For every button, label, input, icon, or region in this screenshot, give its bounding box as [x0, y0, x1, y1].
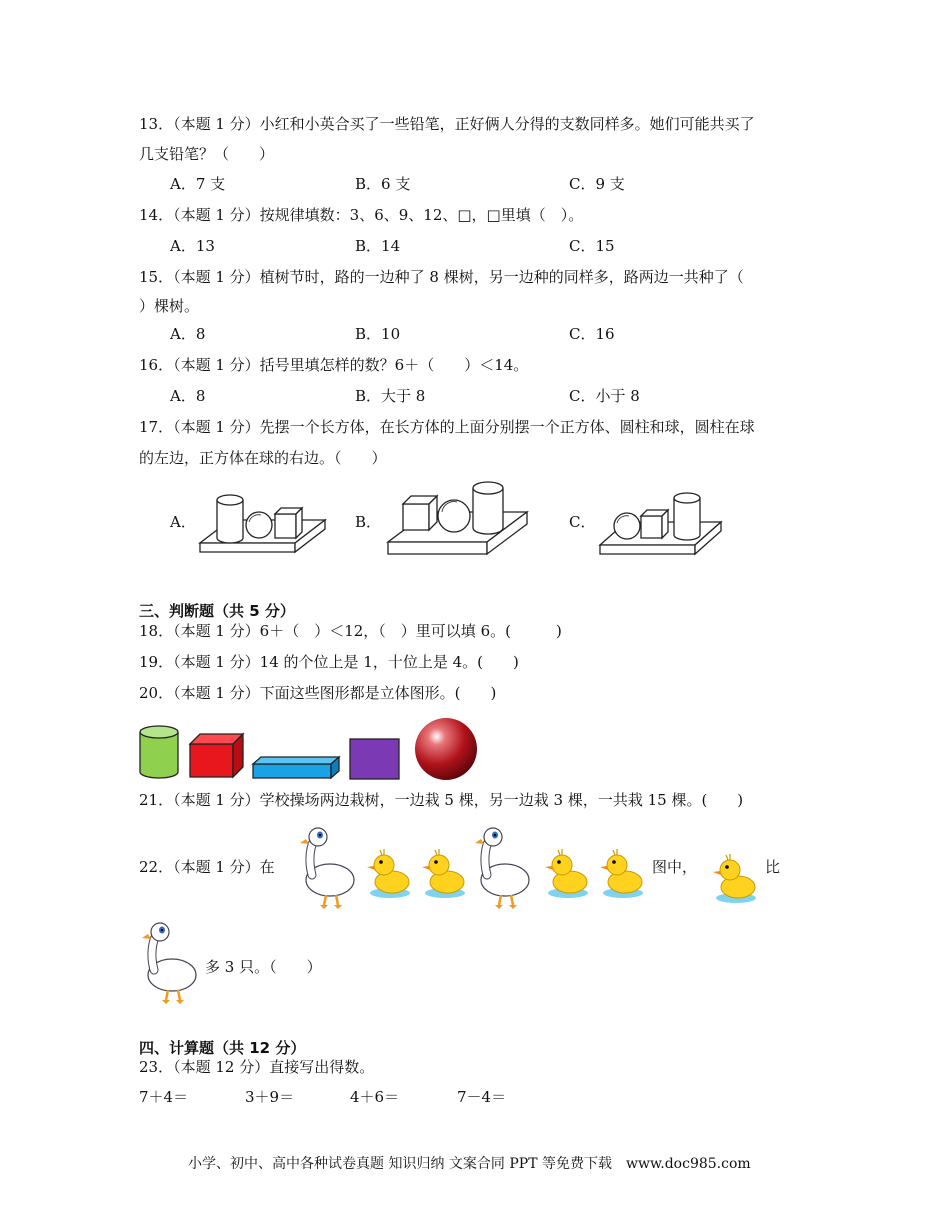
q13-line1: 13．（本题 1 分）小红和小英合买了一些铅笔，正好俩人分得的支数同样多。她们可能共买了	[139, 115, 755, 133]
q17-figure-c	[597, 488, 727, 560]
red-sphere	[415, 718, 477, 780]
cylinder-body	[473, 488, 503, 534]
slab-front	[600, 545, 695, 554]
q20-shapes	[135, 712, 485, 784]
q17-figure-b	[383, 478, 533, 560]
q15-line2: ）棵树。	[139, 297, 200, 315]
q15-option-a[interactable]: A．8	[170, 325, 206, 343]
q13-line2: 几支铅笔？（ ）	[139, 145, 275, 163]
q17-option-b[interactable]: B．	[355, 513, 382, 531]
goose-icon	[140, 920, 200, 1005]
slab-front	[200, 543, 295, 552]
q15-line1: 15．（本题 1 分）植树节时，路的一边种了 8 棵树，另一边种的同样多，路两边一共种了（	[139, 268, 744, 286]
q21-text: 21．（本题 1 分）学校操场两边栽树，一边栽 5 棵，另一边栽 3 棵，一共栽 15 棵。( )	[139, 791, 744, 809]
q23-item-3: 4＋6＝	[350, 1088, 400, 1106]
sphere	[614, 513, 640, 539]
q22-suffix: 多 3 只。（ ）	[205, 958, 322, 976]
q14-option-c[interactable]: C．15	[569, 237, 615, 255]
q14-option-b[interactable]: B．14	[355, 237, 401, 255]
goose-icon	[475, 828, 529, 909]
q14-line1: 14．（本题 1 分）按规律填数：3、6、9、12、□，□里填（ ）。	[139, 206, 584, 224]
duckling-icon	[422, 849, 465, 898]
q17-figure-a	[195, 488, 330, 560]
q22-animals-row	[298, 825, 648, 910]
cylinder-top	[217, 495, 243, 505]
q13-option-b[interactable]: B．6 支	[355, 175, 411, 193]
q23-title: 23．（本题 12 分）直接写出得数。	[139, 1058, 375, 1076]
cube-front	[275, 514, 296, 538]
q17-line2: 的左边，正方体在球的右边。（ ）	[139, 449, 387, 467]
q23-item-4: 7－4＝	[457, 1088, 507, 1106]
q18-text: 18．（本题 1 分）6＋（ ）＜12，（ ）里可以填 6。( )	[139, 622, 562, 640]
q17-option-c[interactable]: C．	[569, 513, 596, 531]
blue-cuboid-front	[253, 764, 331, 778]
q22-prefix: 22．（本题 1 分）在	[139, 858, 275, 876]
q16-option-c[interactable]: C．小于 8	[569, 387, 640, 405]
cube-side	[662, 510, 668, 538]
sphere	[438, 500, 470, 532]
goose-icon	[300, 828, 354, 909]
q23-item-1: 7＋4＝	[139, 1088, 189, 1106]
cylinder-top	[473, 482, 503, 494]
q17-option-a[interactable]: A．	[170, 513, 196, 531]
cube-side	[296, 508, 302, 538]
red-cube-front	[190, 744, 233, 777]
sphere	[246, 512, 272, 538]
cube-front	[641, 516, 662, 538]
q22-mid1: 图中，	[652, 858, 698, 876]
duckling-icon	[545, 849, 588, 898]
footer-text: 小学、初中、高中各种试卷真题 知识归纳 文案合同 PPT 等免费下载 www.doc985.com	[188, 1156, 751, 1172]
q13-option-c[interactable]: C．9 支	[569, 175, 625, 193]
q15-option-b[interactable]: B．10	[355, 325, 401, 343]
q16-option-b[interactable]: B．大于 8	[355, 387, 426, 405]
q20-text: 20．（本题 1 分）下面这些图形都是立体图形。( )	[139, 684, 497, 702]
q16-option-a[interactable]: A．8	[170, 387, 206, 405]
duckling-icon	[600, 849, 643, 898]
cube-front	[403, 504, 429, 530]
duckling-icon	[713, 840, 758, 905]
purple-square	[350, 739, 399, 779]
q14-option-a[interactable]: A．13	[170, 237, 215, 255]
q22-mid2: 比	[765, 858, 781, 876]
section-4-heading: 四、计算题（共 12 分）	[139, 1039, 306, 1057]
cylinder-top	[674, 493, 700, 503]
duckling-icon	[367, 849, 410, 898]
q15-option-c[interactable]: C．16	[569, 325, 615, 343]
q16-line1: 16．（本题 1 分）括号里填怎样的数？6＋（ ）＜14。	[139, 356, 529, 374]
slab-front	[388, 542, 487, 554]
q13-option-a[interactable]: A．7 支	[170, 175, 226, 193]
green-cylinder	[140, 732, 178, 778]
q23-item-2: 3＋9＝	[245, 1088, 295, 1106]
cylinder-body	[674, 498, 700, 540]
section-3-heading: 三、判断题（共 5 分）	[139, 602, 295, 620]
q17-line1: 17．（本题 1 分）先摆一个长方体，在长方体的上面分别摆一个正方体、圆柱和球，圆柱在球	[139, 418, 755, 436]
cylinder-body	[217, 500, 243, 543]
q19-text: 19．（本题 1 分）14 的个位上是 1，十位上是 4。( )	[139, 653, 519, 671]
